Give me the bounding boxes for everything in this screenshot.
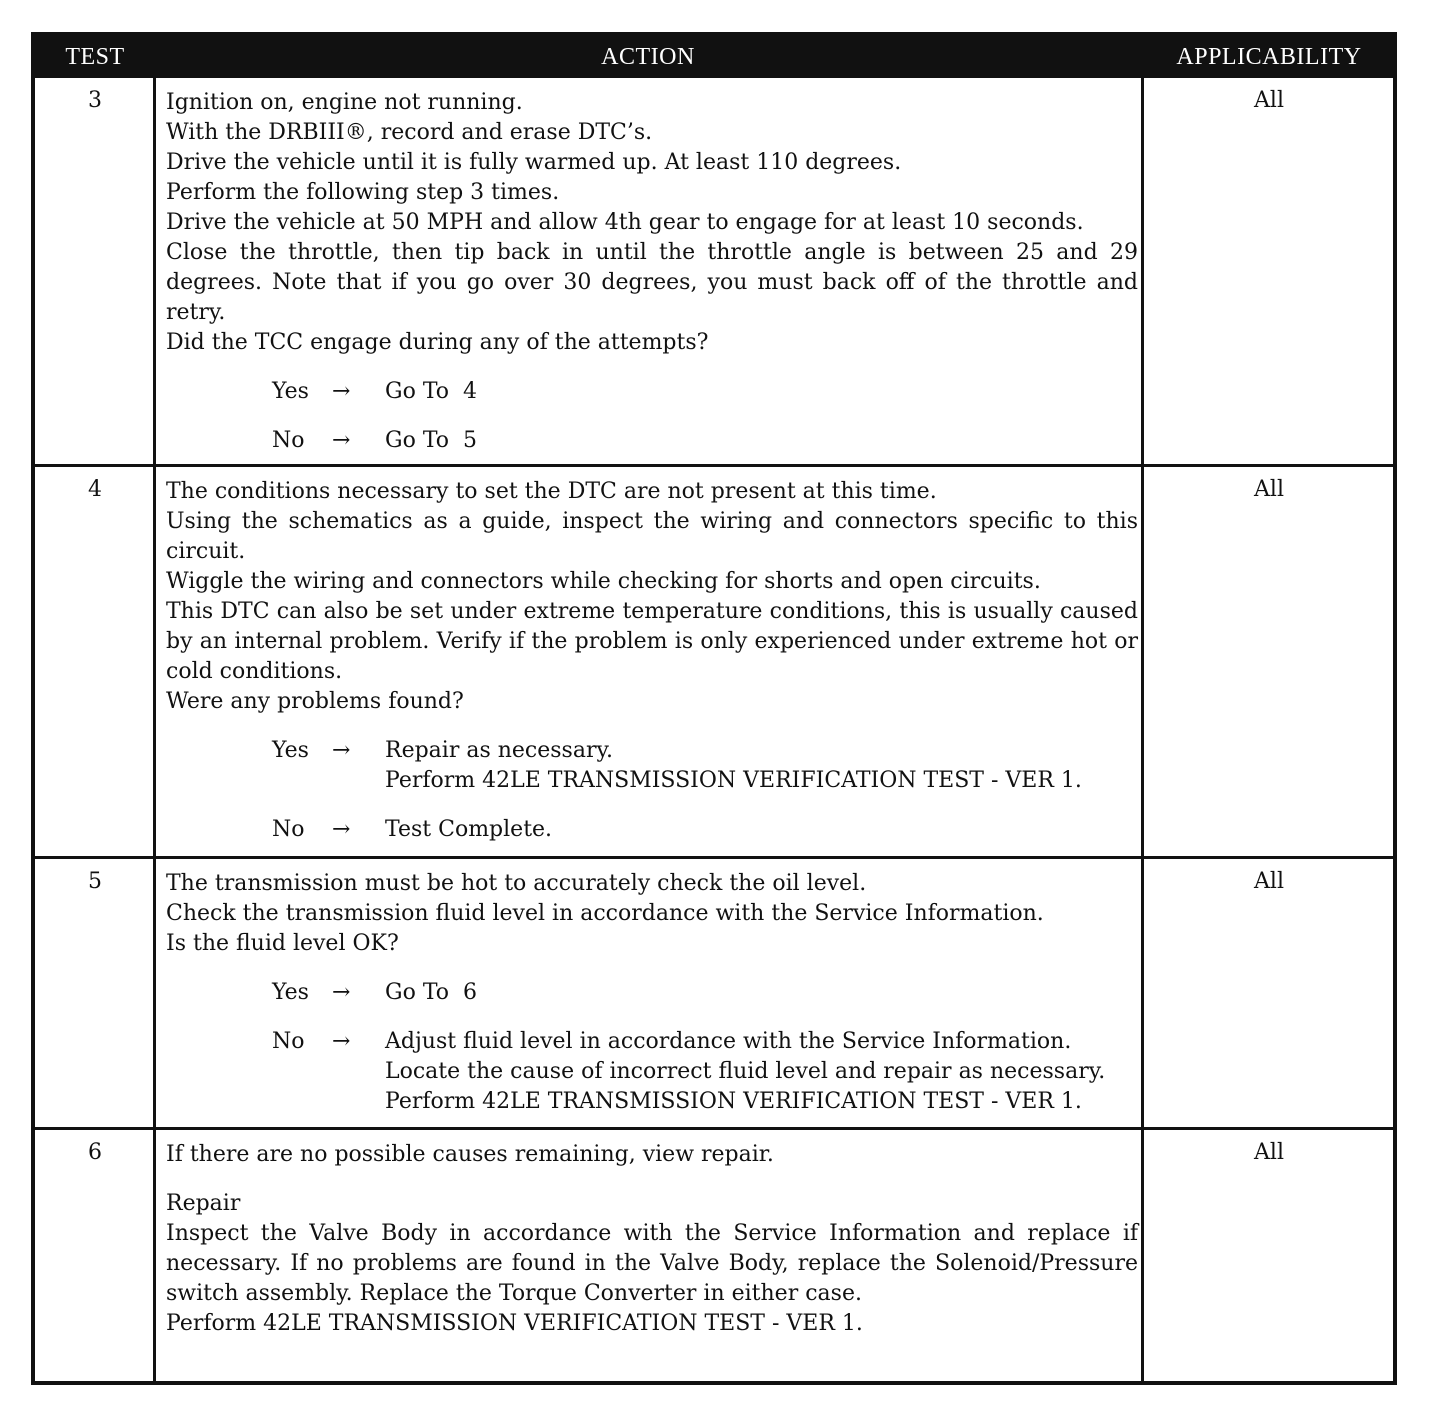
branch-result: Test Complete.: [385, 817, 553, 842]
test-number: 5: [88, 869, 102, 894]
action-cell: [166, 477, 1138, 845]
table-row: [35, 78, 1393, 464]
action-line: Wiggle the wiring and connectors while checking for shorts and open circuits.: [166, 569, 1041, 594]
test-number: 3: [88, 88, 102, 113]
question-line: Were any problems found?: [166, 689, 464, 714]
yes-branch: [166, 377, 1138, 407]
action-line: Perform the following step 3 times.: [166, 180, 560, 205]
no-branch: [166, 426, 1138, 456]
question-line: Is the fluid level OK?: [166, 931, 399, 956]
arrow-icon: →: [332, 817, 351, 842]
repair-label: Repair: [166, 1191, 241, 1216]
table-row: [35, 1130, 1393, 1381]
test-number: 6: [88, 1140, 102, 1165]
yes-branch: [166, 978, 1138, 1008]
header-action: ACTION: [601, 44, 695, 70]
action-line: Check the transmission fluid level in accordance with the Service Information.: [166, 901, 1044, 926]
yes-label: Yes: [272, 738, 309, 763]
yes-label: Yes: [272, 980, 309, 1005]
header-applicability: APPLICABILITY: [1176, 44, 1362, 70]
table-header: [35, 36, 1393, 78]
action-line: Ignition on, engine not running.: [166, 90, 523, 115]
action-line: Drive the vehicle until it is fully warmed up. At least 110 degrees.: [166, 150, 902, 175]
header-test: TEST: [65, 44, 125, 70]
arrow-icon: →: [332, 1029, 351, 1054]
applicability-value: All: [1254, 88, 1284, 113]
action-cell: [166, 869, 1138, 1117]
branch-result: Locate the cause of incorrect fluid level and repair as necessary.: [385, 1059, 1106, 1084]
applicability-value: All: [1254, 1140, 1284, 1165]
branch-result: Repair as necessary.: [385, 738, 613, 763]
arrow-icon: →: [332, 980, 351, 1005]
action-line: Drive the vehicle at 50 MPH and allow 4th gear to engage for at least 10 seconds.: [166, 210, 1084, 235]
no-branch: [166, 815, 1138, 845]
action-cell: [166, 88, 1138, 456]
action-line: The transmission must be hot to accurately check the oil level.: [166, 871, 867, 896]
applicability-value: All: [1254, 477, 1284, 502]
no-label: No: [272, 428, 305, 453]
question-line: Did the TCC engage during any of the attempts?: [166, 330, 709, 355]
yes-label: Yes: [272, 379, 309, 404]
action-line: If there are no possible causes remaining, view repair.: [166, 1142, 774, 1167]
arrow-icon: →: [332, 738, 351, 763]
goto-link: Go To 6: [385, 980, 478, 1005]
verification-step: Perform 42LE TRANSMISSION VERIFICATION TEST - VER 1.: [385, 1089, 1082, 1114]
action-line: Using the schematics as a guide, inspect the wiring and connectors specific to this circuit.: [166, 509, 1138, 564]
action-line: This DTC can also be set under extreme temperature conditions, this is usually caused by an internal problem. Verify if the problem is only experienced under extreme hot or cold conditions.: [166, 599, 1138, 684]
table-row: [35, 859, 1393, 1127]
yes-branch: [166, 736, 1138, 796]
applicability-value: All: [1254, 869, 1284, 894]
test-number: 4: [88, 477, 102, 502]
verification-step: Perform 42LE TRANSMISSION VERIFICATION TEST - VER 1.: [385, 768, 1082, 793]
action-line: With the DRBIII®, record and erase DTC’s.: [166, 120, 653, 145]
action-line: The conditions necessary to set the DTC are not present at this time.: [166, 479, 937, 504]
arrow-icon: →: [332, 428, 351, 453]
verification-step: Perform 42LE TRANSMISSION VERIFICATION TEST - VER 1.: [166, 1311, 863, 1336]
diagnostic-test-table: [31, 32, 1397, 1385]
action-cell: [166, 1140, 1138, 1339]
repair-text: Inspect the Valve Body in accordance with the Service Information and replace if necessary. If no problems are found in the Valve Body, replace the Solenoid/Pressure switch assembly. Replace the Torque Converter in either case.: [166, 1221, 1138, 1306]
goto-link: Go To 5: [385, 428, 478, 453]
no-label: No: [272, 1029, 305, 1054]
table-row: [35, 467, 1393, 856]
arrow-icon: →: [332, 379, 351, 404]
no-branch: [166, 1027, 1138, 1117]
no-label: No: [272, 817, 305, 842]
goto-link: Go To 4: [385, 379, 478, 404]
branch-result: Adjust fluid level in accordance with the Service Information.: [385, 1029, 1072, 1054]
action-line: Close the throttle, then tip back in until the throttle angle is between 25 and 29 degrees. Note that if you go over 30 degrees, you must back off of the throttle and retry.: [166, 240, 1138, 325]
